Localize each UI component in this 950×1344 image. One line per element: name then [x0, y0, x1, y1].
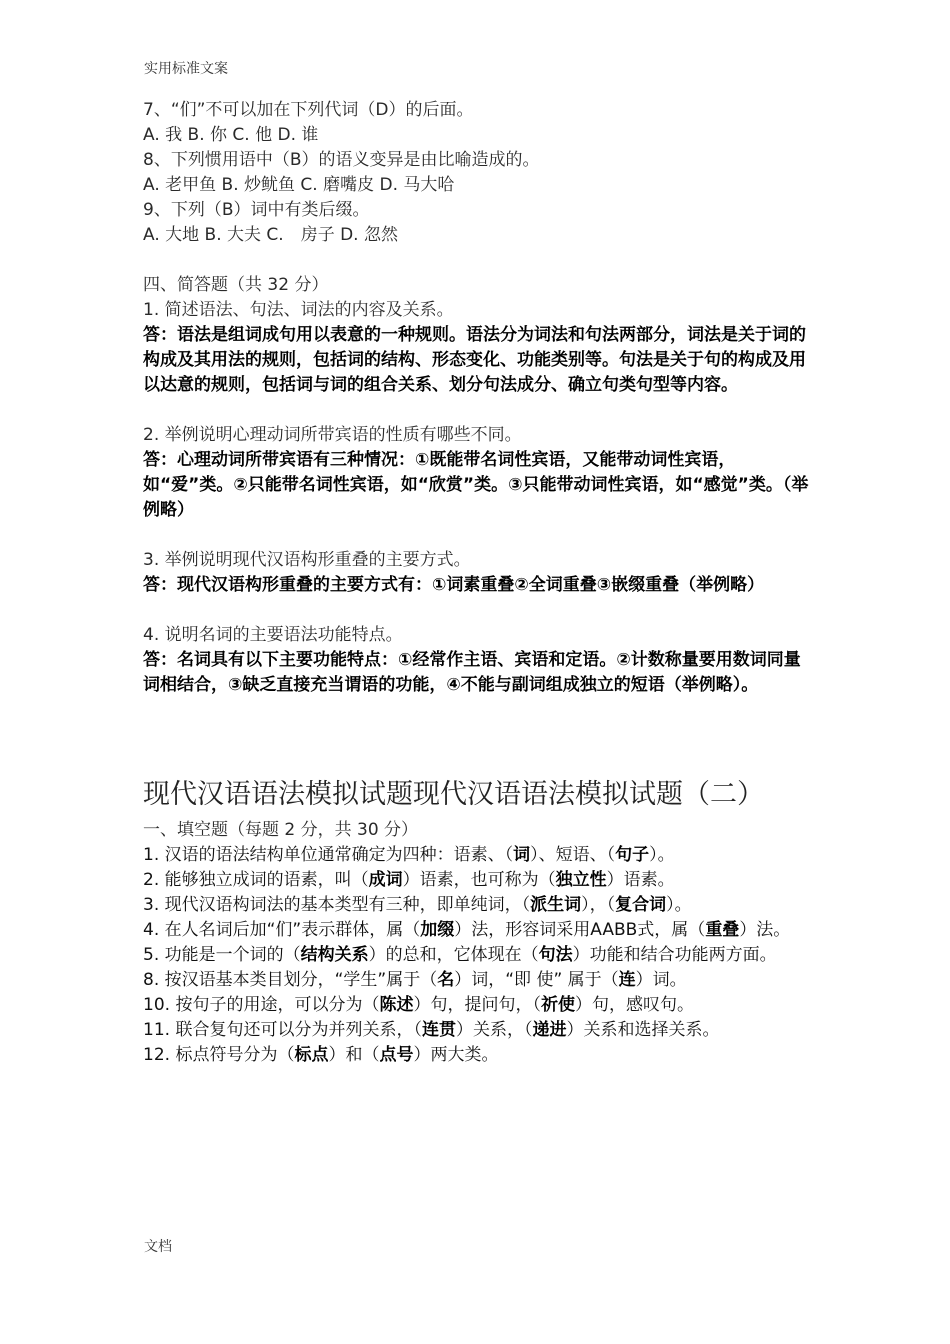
blank-answer: 名 [437, 970, 455, 990]
short-answer-question: 2. 举例说明心理动词所带宾语的性质有哪些不同。 [143, 425, 522, 445]
blank-answer: 句子 [615, 845, 650, 865]
short-answer: 答：语法是组词成句用以表意的一种规则。语法分为词法和句法两部分，词法是关于词的构成及其用法的规则，包括词的结构、形态变化、功能类别等。句法是关于句的构成及用以达意的规则，包括词与词的组合关系、划分句法成分、确立句类句型等内容。 [143, 325, 806, 395]
blank-answer: 独立性 [555, 870, 607, 890]
blank-answer: 加缀 [420, 920, 455, 940]
question-8: 8、下列惯用语中（B）的语义变异是由比喻造成的。 [143, 150, 540, 170]
question-8-options: A. 老甲鱼 B. 炒鱿鱼 C. 磨嘴皮 D. 马大哈 [143, 175, 455, 195]
short-answer-question: 3. 举例说明现代汉语构形重叠的主要方式。 [143, 550, 471, 570]
blank-answer: 复合词 [615, 895, 667, 915]
section-4-title: 四、简答题（共 32 分） [143, 275, 329, 295]
short-answer: 答：名词具有以下主要功能特点：①经常作主语、宾语和定语。②计数称量要用数词同量词相结合，③缺乏直接充当谓语的功能，④不能与副词组成独立的短语（举例略）。 [143, 650, 801, 695]
blank-answer: 词 [513, 845, 531, 865]
fill-blank-item: 8. 按汉语基本类目划分，“学生”属于（名）词，“即 使” 属于（连）词。 [143, 970, 687, 990]
fill-blank-item: 2. 能够独立成词的语素，叫（成词）语素，也可称为（独立性）语素。 [143, 870, 675, 890]
short-answer-question: 4. 说明名词的主要语法功能特点。 [143, 625, 403, 645]
fill-blank-item: 3. 现代汉语构词法的基本类型有三种，即单纯词，（派生词），（复合词）。 [143, 895, 692, 915]
fill-blank-item: 11. 联合复句还可以分为并列关系，（连贯）关系，（递进）关系和选择关系。 [143, 1020, 720, 1040]
blank-answer: 派生词 [530, 895, 582, 915]
blank-answer: 结构关系 [300, 945, 369, 965]
blank-answer: 递进 [532, 1020, 567, 1040]
blank-answer: 点号 [379, 1045, 414, 1065]
page-footer: 文档 [144, 1239, 172, 1255]
blank-answer: 连 [618, 970, 636, 990]
fill-blank-item: 4. 在人名词后加“们”表示群体，属（加缀）法，形容词采用AABB式，属（重叠）法。 [143, 920, 791, 940]
fill-blank-item: 12. 标点符号分为（标点）和（点号）两大类。 [143, 1045, 499, 1065]
page-header: 实用标准文案 [144, 61, 228, 77]
blank-answer: 成词 [368, 870, 403, 890]
blank-answer: 句法 [538, 945, 573, 965]
fill-blank-item: 5. 功能是一个词的（结构关系）的总和，它体现在（句法）功能和结合功能两方面。 [143, 945, 777, 965]
document-body [143, 98, 811, 1068]
section-1-title: 一、填空题（每题 2 分，共 30 分） [143, 820, 419, 840]
question-7-options: A. 我 B. 你 C. 他 D. 谁 [143, 125, 319, 145]
blank-answer: 重叠 [705, 920, 740, 940]
blank-answer: 陈述 [379, 995, 414, 1015]
short-answer: 答：心理动词所带宾语有三种情况：①既能带名词性宾语，又能带动词性宾语，如“爱”类。②只能带名词性宾语，如“欣赏”类。③只能带动词性宾语，如“感觉”类。（举例略） [143, 450, 809, 520]
question-7: 7、“们”不可以加在下列代词（D）的后面。 [143, 100, 474, 120]
short-answer-question: 1. 简述语法、句法、词法的内容及关系。 [143, 300, 454, 320]
blank-answer: 标点 [294, 1045, 329, 1065]
question-9: 9、下列（B）词中有类后缀。 [143, 200, 370, 220]
fill-blank-item: 1. 汉语的语法结构单位通常确定为四种：语素、（词）、短语、（句子）。 [143, 845, 675, 865]
blank-answer: 连贯 [421, 1020, 456, 1040]
short-answer: 答：现代汉语构形重叠的主要方式有：①词素重叠②全词重叠③嵌缀重叠（举例略） [143, 575, 765, 595]
exam-title: 现代汉语语法模拟试题现代汉语语法模拟试题（二） [143, 779, 764, 810]
question-9-options: A. 大地 B. 大夫 C. 房子 D. 忽然 [143, 225, 398, 245]
fill-blank-item: 10. 按句子的用途，可以分为（陈述）句，提问句，（祈使）句，感叹句。 [143, 995, 694, 1015]
blank-answer: 祈使 [540, 995, 575, 1015]
